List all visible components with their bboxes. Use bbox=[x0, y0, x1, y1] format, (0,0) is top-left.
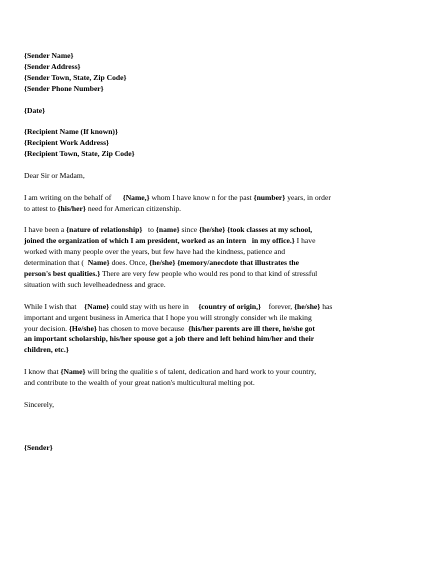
p2-line-3: worked with many people over the years, but few have had the kindness, patience and bbox=[24, 247, 286, 257]
spacer bbox=[24, 116, 392, 127]
spacer bbox=[24, 291, 392, 302]
p2-name-2: Name} bbox=[87, 258, 110, 268]
p2-text-e: determination that ( bbox=[24, 258, 84, 268]
p3-text-c: forever, bbox=[268, 301, 293, 311]
recipient-town: {Recipient Town, State, Zip Code} bbox=[24, 149, 135, 159]
closing: Sincerely, bbox=[24, 399, 55, 409]
sender-town: {Sender Town, State, Zip Code} bbox=[24, 72, 127, 82]
p4-line-2: and contribute to the wealth of your great nation's multicultural melting pot. bbox=[24, 378, 255, 388]
p3-line-4: an important scholarship, his/her spouse got a job there and left behind him/her and their bbox=[24, 334, 315, 344]
p1-name: {Name,} bbox=[122, 192, 150, 202]
p3-name: {Name} bbox=[84, 301, 110, 311]
p3-line-2: important and urgent business in America that I hope you will strongly consider wh ile making bbox=[24, 312, 312, 322]
p1-text-d: to attest to bbox=[24, 203, 56, 213]
p2-text-g: There are very few people who would res pond to that kind of stressful bbox=[101, 269, 318, 279]
p3-country: {country of origin,} bbox=[198, 301, 262, 311]
p2-line-6: situation with such levelheadedness and grace. bbox=[24, 279, 166, 289]
p3-text-d: has bbox=[322, 301, 333, 311]
paragraph-3 bbox=[24, 302, 392, 357]
salutation: Dear Sir or Madam, bbox=[24, 170, 85, 180]
paragraph-4 bbox=[24, 367, 392, 389]
recipient-address: {Recipient Work Address} bbox=[24, 138, 110, 148]
p1-text-b: whom I have know n for the past bbox=[151, 192, 252, 202]
p1-his-her: {his/her} bbox=[57, 203, 86, 213]
p4-name: {Name} bbox=[60, 367, 86, 377]
p2-text-f: does. Once, bbox=[111, 258, 148, 268]
spacer bbox=[24, 411, 392, 433]
p3-text-b: could stay with us here in bbox=[110, 301, 189, 311]
spacer bbox=[24, 182, 392, 193]
spacer bbox=[24, 95, 392, 106]
p2-name-1: {name} bbox=[155, 225, 180, 235]
spacer bbox=[24, 215, 392, 226]
spacer bbox=[24, 160, 392, 171]
sender-phone: {Sender Phone Number} bbox=[24, 83, 104, 93]
paragraph-2 bbox=[24, 225, 392, 290]
p1-text-e: need for American citizenship. bbox=[87, 203, 182, 213]
p1-text-c: years, in order bbox=[287, 192, 331, 202]
date-field: {Date} bbox=[24, 105, 46, 115]
p2-text-c: since bbox=[181, 225, 198, 235]
p2-text-d: I have bbox=[296, 236, 316, 246]
p2-text-a: I have been a bbox=[24, 225, 65, 235]
spacer bbox=[24, 389, 392, 400]
recipient-name: {Recipient Name (If known)} bbox=[24, 127, 118, 137]
p4-text-a: I know that bbox=[24, 367, 59, 377]
p3-line-5: children, etc.} bbox=[24, 345, 69, 355]
p1-text-a: I am writing on the behalf of bbox=[24, 192, 112, 202]
p2-took: {took classes at my school, bbox=[227, 225, 313, 235]
p2-text-b: to bbox=[148, 225, 154, 235]
p2-best: person's best qualities.} bbox=[24, 269, 101, 279]
p3-he-she-2: {He/she} bbox=[68, 323, 97, 333]
signature: {Sender} bbox=[24, 443, 53, 453]
sender-address: {Sender Address} bbox=[24, 61, 81, 71]
p2-memory: {memory/anecdote that illustrates the bbox=[177, 258, 300, 268]
p2-he-she-2: {he/she} bbox=[149, 258, 176, 268]
p1-number: {number} bbox=[253, 192, 286, 202]
letter-body bbox=[24, 51, 392, 454]
p2-nature: {nature of relationship} bbox=[66, 225, 143, 235]
p4-text-b: will bring the qualitie s of talent, dedication and hard work to your country, bbox=[87, 367, 317, 377]
recipient-block bbox=[24, 127, 392, 160]
sender-block bbox=[24, 51, 392, 95]
p3-text-e: your decision. bbox=[24, 323, 68, 333]
p2-joined: joined the organization of which I am president, worked as an intern bbox=[24, 236, 247, 246]
p3-he-she-1: {he/she} bbox=[294, 301, 321, 311]
spacer bbox=[24, 433, 392, 444]
p3-text-f: has chosen to move because bbox=[98, 323, 185, 333]
spacer bbox=[24, 356, 392, 367]
p3-text-a: While I wish that bbox=[24, 301, 77, 311]
p2-he-she-1: {he/she} bbox=[199, 225, 226, 235]
p3-parents: {his/her parents are ill there, he/she got bbox=[188, 323, 315, 333]
p2-office: in my office.} bbox=[251, 236, 295, 246]
sender-name: {Sender Name} bbox=[24, 51, 74, 60]
paragraph-1 bbox=[24, 193, 392, 215]
